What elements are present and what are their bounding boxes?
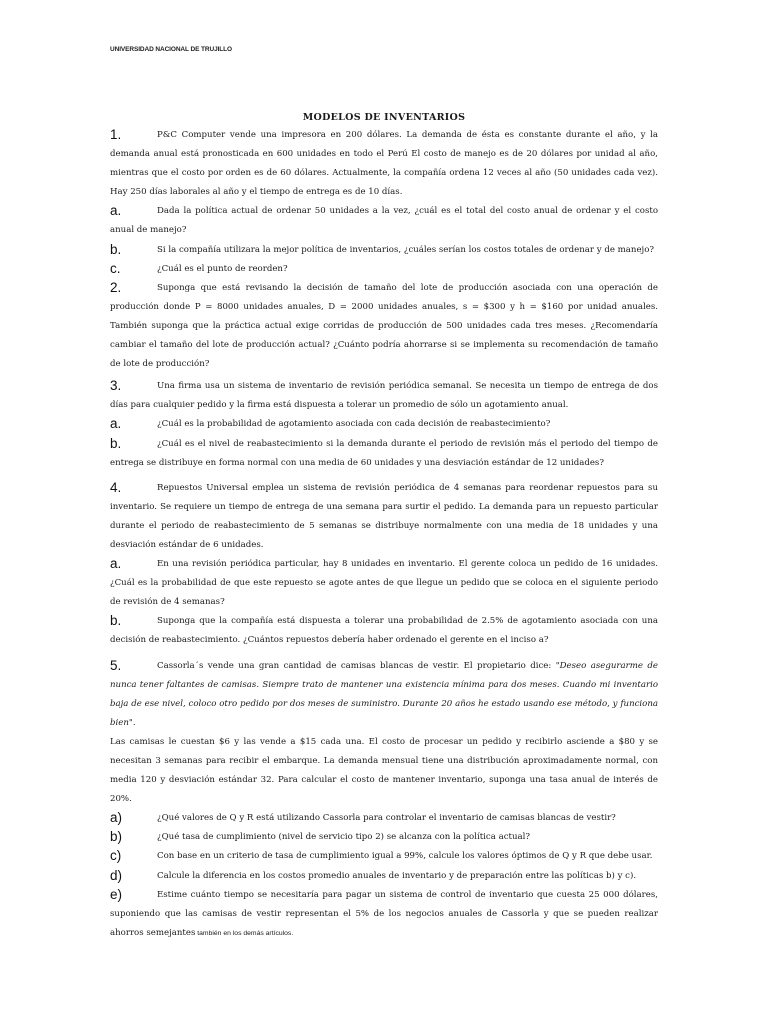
question-5e bbox=[110, 886, 658, 943]
question-text: ¿Qué valores de Q y R está utilizando Cassorla para controlar el inventario de camisas blancas de vestir? bbox=[157, 813, 616, 824]
question-5a bbox=[110, 809, 658, 828]
item-marker: 3. bbox=[110, 378, 122, 394]
question-3b bbox=[110, 435, 658, 473]
problem-4 bbox=[110, 479, 658, 555]
problem-text: Las camisas le cuestan $6 y las vende a $15 cada una. El costo de procesar un pedido y recibirlo asciende a $80 y se necesitan 3 semanas para recibir el embarque. La demanda mensual tiene una distribución aproximadamente normal, con media 120 y desviación estándar 32. Para calcular el costo de mantener inventario, suponga una tasa anual de interés de 20%. bbox=[110, 736, 658, 805]
university-header: UNIVERSIDAD NACIONAL DE TRUJILLO bbox=[110, 46, 232, 53]
problem-2 bbox=[110, 279, 658, 374]
question-3a bbox=[110, 415, 658, 434]
item-marker: 5. bbox=[110, 657, 122, 673]
problem-5-details bbox=[110, 733, 658, 809]
problem-text: Suponga que está revisando la decisión de tamaño del lote de producción asociada con una operación de producción donde P = 8000 unidades anuales, D = 2000 unidades anuales, s = $300 y h = $160 por unidad anuales. También suponga que la práctica actual exige corridas de producción de 500 unidades cada tres meses. ¿Recomendaría cambiar el tamaño del lote de producción actual? ¿Cuánto podría ahorrarse si se implementa su recomendación de tamaño de lote de producción? bbox=[110, 282, 658, 370]
item-marker: a. bbox=[110, 556, 122, 572]
problem-text: P&C Computer vende una impresora en 200 dólares. La demanda de ésta es constante durante el año, y la demanda anual está pronosticada en 600 unidades en todo el Perú El costo de manejo es de 20 dólares por unidad al año, mientras que el costo por orden es de 60 dólares. Actualmente, la compañía ordena 12 veces al año (50 unidades cada vez). Hay 250 días laborales al año y el tiempo de entrega es de 10 días. bbox=[110, 130, 658, 198]
question-text: Dada la política actual de ordenar 50 unidades a la vez, ¿cuál es el total del costo anual de ordenar y el costo anual de manejo? bbox=[110, 206, 658, 236]
question-4b bbox=[110, 612, 658, 650]
item-marker: e) bbox=[110, 886, 123, 902]
question-1c bbox=[110, 260, 658, 279]
item-marker: d) bbox=[110, 867, 123, 883]
document-body bbox=[110, 126, 658, 943]
question-5d bbox=[110, 867, 658, 886]
question-text: Calcule la diferencia en los costos promedio anuales de inventario y de preparación entre las políticas b) y c). bbox=[157, 870, 637, 881]
problem-text: Una firma usa un sistema de inventario de revisión periódica semanal. Se necesita un tiempo de entrega de dos días para cualquier pedido y la firma está dispuesta a tolerar un promedio de sólo un agotamiento anual. bbox=[110, 381, 658, 411]
problem-1 bbox=[110, 126, 658, 202]
item-marker: 1. bbox=[110, 127, 122, 142]
question-5c bbox=[110, 847, 658, 866]
question-text: ¿Cuál es el nivel de reabastecimiento si la demanda durante el periodo de revisión más el periodo del tiempo de entrega se distribuye en forma normal con una media de 60 unidades y una desviación estándar de 12 unidades? bbox=[110, 438, 658, 468]
question-text: ¿Qué tasa de cumplimiento (nivel de servicio tipo 2) se alcanza con la política actual? bbox=[157, 832, 531, 843]
item-marker: a. bbox=[110, 203, 122, 219]
problem-5 bbox=[110, 657, 658, 733]
question-text bbox=[110, 886, 658, 943]
item-marker: a. bbox=[110, 416, 122, 432]
question-text: ¿Cuál es el punto de reorden? bbox=[157, 263, 288, 274]
question-1b bbox=[110, 241, 658, 260]
item-marker: a) bbox=[110, 810, 123, 826]
question-text: ¿Cuál es la probabilidad de agotamiento asociada con cada decisión de reabastecimiento? bbox=[157, 419, 551, 430]
problem-text bbox=[110, 657, 658, 733]
owner-quote: "Deseo asegurarme de nunca tener faltantes de camisas. Siempre trato de mantener una existencia mínima para dos meses. Cuando mi inventario baja de ese nivel, coloco otro pedido por dos meses de suministro. Durante 20 años he estado usando ese método, y funciona bien" bbox=[110, 660, 658, 728]
item-marker: b. bbox=[110, 613, 122, 629]
problem-3 bbox=[110, 377, 658, 415]
problem-text: Repuestos Universal emplea un sistema de revisión periódica de 4 semanas para reordenar repuestos para su inventario. Se requiere un tiempo de entrega de una semana para surtir el pedido. La demanda para un repuesto particular durante el periodo de reabastecimiento de 5 semanas se distribuye normalmente con una media de 18 unidades y una desviación estándar de 6 unidades. bbox=[110, 482, 658, 550]
document-title: MODELOS DE INVENTARIOS bbox=[302, 112, 466, 123]
question-text-tail: también en los demás artículos. bbox=[195, 929, 294, 937]
question-text: Si la compañía utilizara la mejor política de inventarios, ¿cuáles serían los costos totales de ordenar y de manejo? bbox=[157, 244, 654, 255]
item-marker: b. bbox=[110, 435, 122, 451]
question-5b bbox=[110, 828, 658, 847]
question-text-main: Estime cuánto tiempo se necesitaría para pagar un sistema de control de inventario que cuesta 25 000 dólares, suponiendo que las camisas de vestir representan el 5% de los negocios anuales de Cassorla y que se pueden realizar ahorros semejantes bbox=[110, 889, 658, 938]
item-marker: b. bbox=[110, 241, 122, 257]
question-text: Con base en un criterio de tasa de cumplimiento igual a 99%, calcule los valores óptimos de Q y R que debe usar. bbox=[157, 851, 653, 862]
problem-text-start: Cassorla´s vende una gran cantidad de camisas blancas de vestir. El propietario dice: bbox=[157, 660, 556, 671]
item-marker: b) bbox=[110, 829, 123, 845]
question-text: En una revisión periódica particular, hay 8 unidades en inventario. El gerente coloca un pedido de 16 unidades. ¿Cuál es la probabilidad de que este repuesto se agote antes de que llegue un pedido que se coloca en el siguiente periodo de revisión de 4 semanas? bbox=[110, 559, 658, 608]
problem-text-end: . bbox=[132, 717, 136, 728]
question-1a bbox=[110, 202, 658, 240]
item-marker: 2. bbox=[110, 279, 122, 295]
question-text: Suponga que la compañía está dispuesta a tolerar una probabilidad de 2.5% de agotamiento asociada con una decisión de reabastecimiento. ¿Cuántos repuestos debería haber ordenado el gerente en el inciso a? bbox=[110, 616, 658, 646]
item-marker: 4. bbox=[110, 479, 122, 495]
item-marker: c. bbox=[110, 260, 121, 276]
question-4a bbox=[110, 555, 658, 612]
item-marker: c) bbox=[110, 848, 122, 864]
